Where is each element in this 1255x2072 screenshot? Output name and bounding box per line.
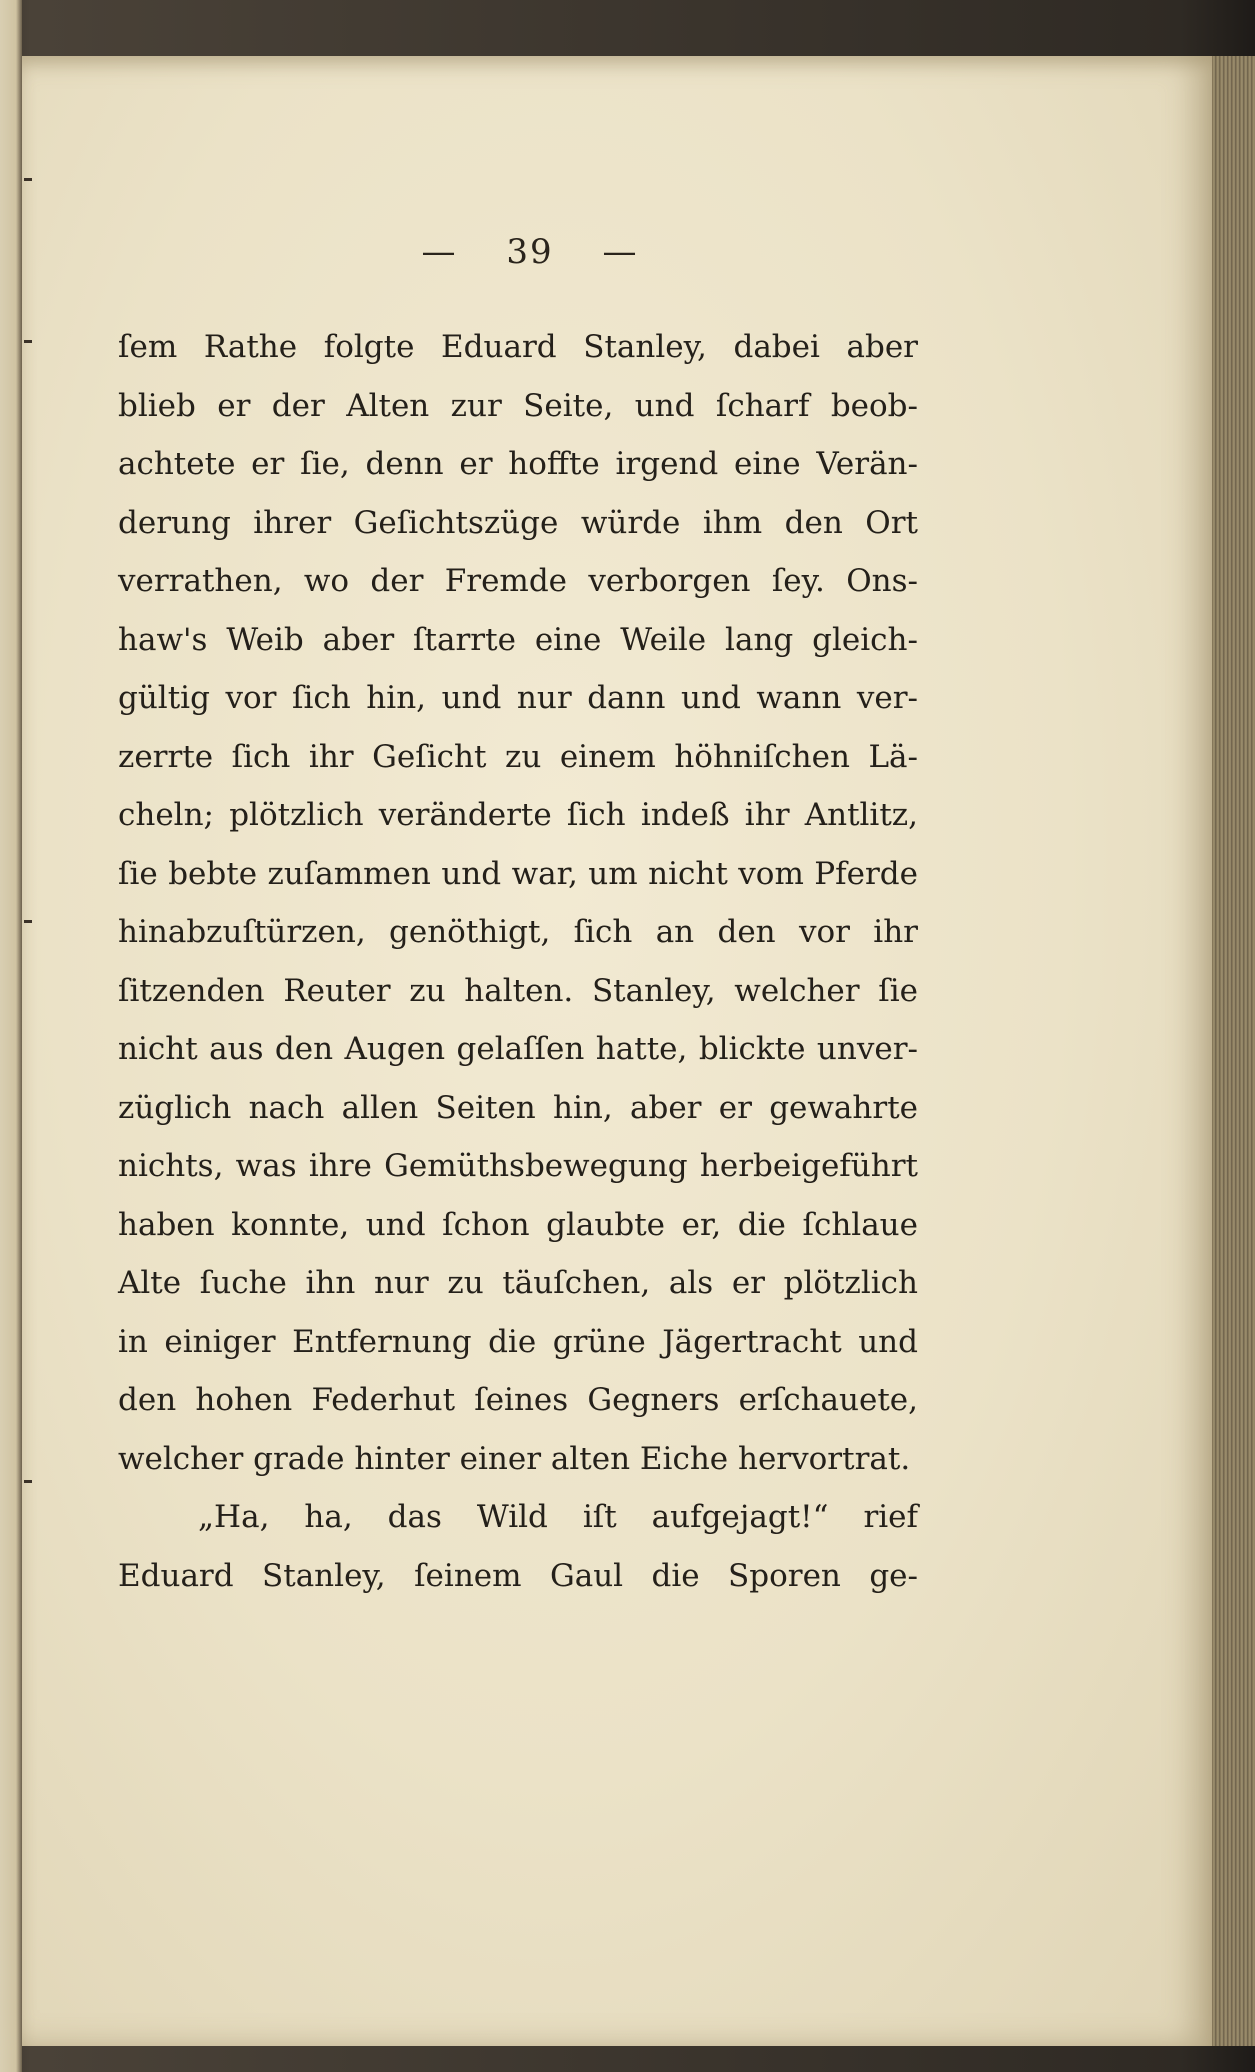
text-line: zerrte ſich ihr Geſicht zu einem höhniſchen Lä- — [118, 738, 918, 775]
page-header — [360, 232, 700, 272]
text-line: züglich nach allen Seiten hin, aber er gewahrte — [118, 1089, 918, 1126]
header-dash-right: — — [602, 232, 639, 272]
text-line: verrathen, wo der Fremde verborgen ſey. Ons- — [118, 563, 918, 599]
margin-mark — [24, 178, 32, 181]
text-line: ſem Rathe folgte Eduard Stanley, dabei aber — [118, 329, 918, 365]
page-number: 39 — [506, 232, 554, 272]
text-line: gültig vor ſich hin, und nur dann und wann ver- — [118, 680, 918, 716]
text-line: Eduard Stanley, ſeinem Gaul die Sporen ge- — [118, 1557, 918, 1594]
text-line: nicht aus den Augen gelaſſen hatte, blickte unver- — [118, 1031, 918, 1067]
text-line: Alte ſuche ihn nur zu täuſchen, als er plötzlich — [118, 1265, 918, 1301]
page-stack-edge — [1212, 56, 1255, 2046]
margin-mark — [24, 920, 32, 923]
text-line: haw's Weib aber ſtarrte eine Weile lang gleich- — [118, 621, 918, 658]
text-line: welcher grade hinter einer alten Eiche hervortrat. — [118, 1440, 911, 1477]
text-line: blieb er der Alten zur Seite, und ſcharf beob- — [118, 387, 918, 424]
body-text — [118, 318, 918, 1605]
text-line: ſie bebte zuſammen und war, um nicht vom Pferde — [118, 855, 918, 892]
margin-mark — [24, 1480, 32, 1483]
text-line: derung ihrer Geſichtszüge würde ihm den Ort — [118, 504, 918, 541]
text-line: „Ha, ha, das Wild iſt aufgejagt!“ rief — [198, 1499, 918, 1535]
text-line: in einiger Entfernung die grüne Jägertracht und — [118, 1323, 918, 1360]
text-line: hinabzuſtürzen, genöthigt, ſich an den vor ihr — [118, 914, 918, 950]
text-line: haben konnte, und ſchon glaubte er, die ſchlaue — [118, 1206, 918, 1243]
text-line: ſitzenden Reuter zu halten. Stanley, welcher ſie — [118, 972, 918, 1009]
text-line: cheln; plötzlich veränderte ſich indeß ihr Antlitz, — [118, 797, 918, 833]
text-line: achtete er ſie, denn er hoffte irgend eine Verän- — [118, 446, 918, 482]
margin-mark — [24, 340, 32, 343]
header-dash-left: — — [421, 232, 458, 272]
text-line: den hohen Federhut ſeines Gegners erſchauete, — [118, 1382, 918, 1418]
previous-page-edge — [0, 0, 22, 2072]
text-line: nichts, was ihre Gemüthsbewegung herbeigeführt — [118, 1148, 918, 1184]
